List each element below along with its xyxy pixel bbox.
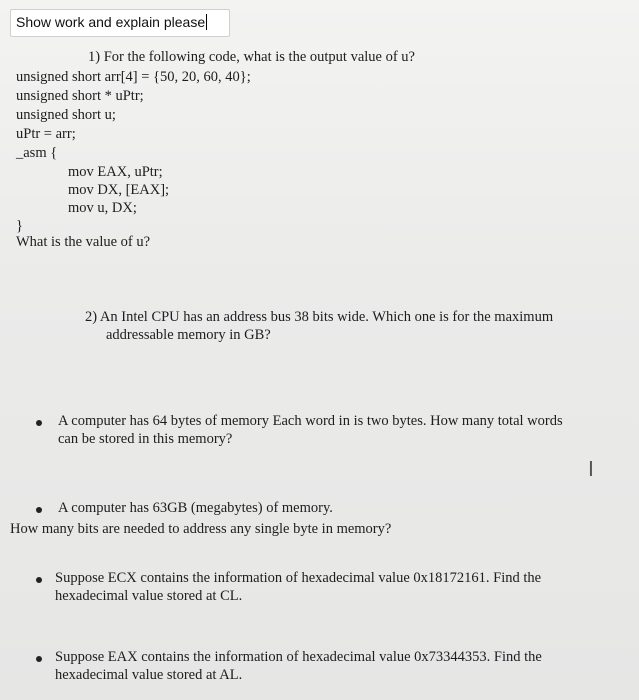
b2-line-2: How many bits are needed to address any single byte in memory? <box>10 521 392 537</box>
b3-line-2: hexadecimal value stored at CL. <box>55 588 243 604</box>
prompt-label: Show work and explain please <box>16 14 206 30</box>
prompt-text <box>16 14 207 30</box>
text-caret <box>206 14 207 30</box>
q2-line-1: 2) An Intel CPU has an address bus 38 bits wide. Which one is for the maximum <box>85 309 554 325</box>
bullet-3 <box>36 577 42 583</box>
b2-line-1: A computer has 63GB (megabytes) of memory. <box>58 500 333 516</box>
b1-line-1: A computer has 64 bytes of memory Each word in is two bytes. How many total words <box>58 413 563 429</box>
code-line-2: unsigned short * uPtr; <box>16 88 144 104</box>
q1-title: 1) For the following code, what is the output value of u? <box>88 49 415 65</box>
code-line-3: unsigned short u; <box>16 107 116 123</box>
code-line-7: mov DX, [EAX]; <box>68 182 170 198</box>
code-line-5: _asm { <box>16 145 58 161</box>
q2-line-2: addressable memory in GB? <box>106 327 271 343</box>
code-line-9: } <box>16 218 23 234</box>
b4-line-1: Suppose EAX contains the information of hexadecimal value 0x73344353. Find the <box>55 649 542 665</box>
bullet-4 <box>36 656 42 662</box>
bullet-1 <box>36 420 42 426</box>
code-line-8: mov u, DX; <box>68 200 137 216</box>
text-cursor-icon: I <box>588 457 594 481</box>
b1-line-2: can be stored in this memory? <box>58 431 233 447</box>
code-line-4: uPtr = arr; <box>16 126 76 142</box>
code-line-1: unsigned short arr[4] = {50, 20, 60, 40}; <box>16 69 251 85</box>
bullet-2 <box>36 507 42 513</box>
b3-line-1: Suppose ECX contains the information of hexadecimal value 0x18172161. Find the <box>55 570 542 586</box>
code-line-6: mov EAX, uPtr; <box>68 164 163 180</box>
q1-ask: What is the value of u? <box>16 234 151 250</box>
b4-line-2: hexadecimal value stored at AL. <box>55 667 243 683</box>
